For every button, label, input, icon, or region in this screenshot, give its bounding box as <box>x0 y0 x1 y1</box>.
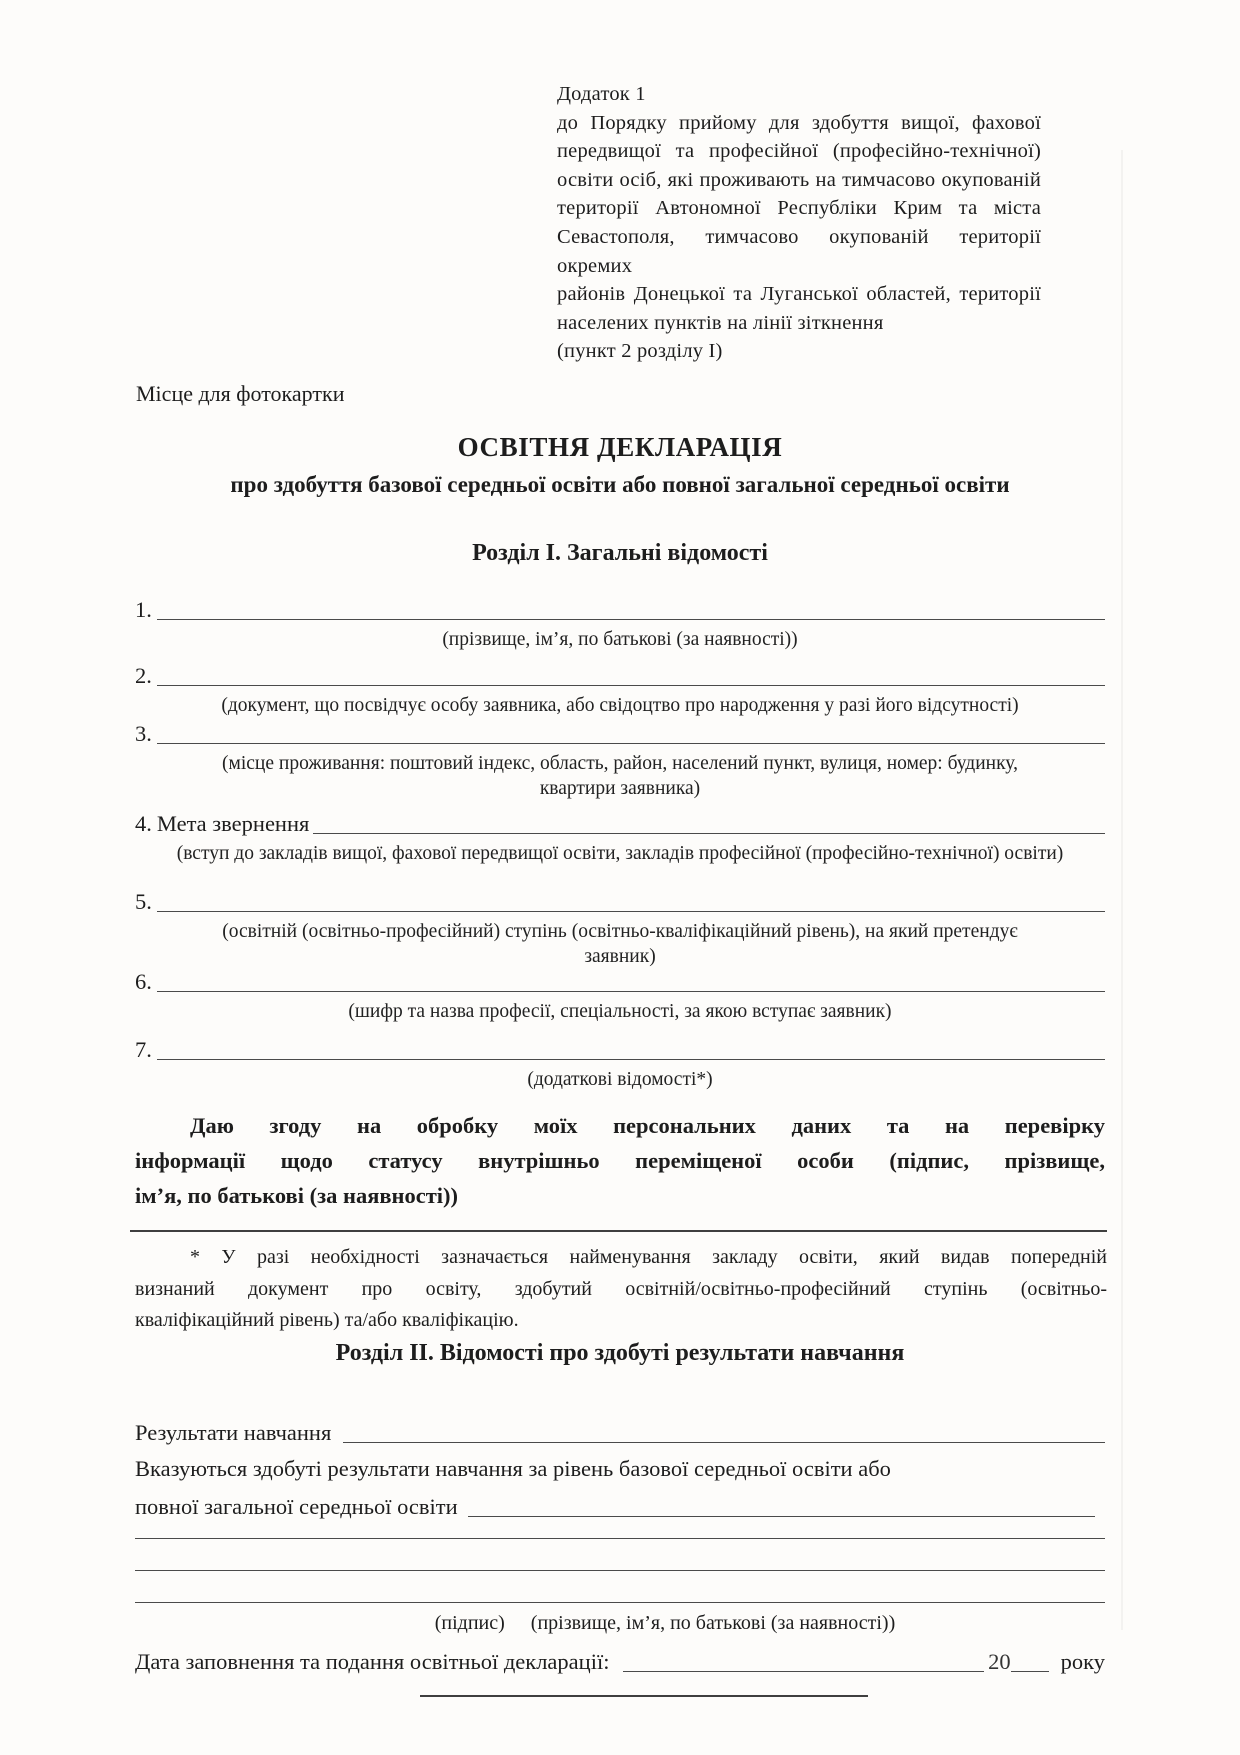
field-row <box>135 1036 1105 1063</box>
blank-underline <box>157 685 1105 686</box>
appendix-line: освіти осіб, які проживають на тимчасово окупованій <box>557 168 1041 191</box>
document-title: ОСВІТНЯ ДЕКЛАРАЦІЯ <box>457 432 783 462</box>
field-row <box>135 662 1105 689</box>
signature-caption: (підпис) <box>434 1612 505 1634</box>
appendix-line: території Автономної Республіки Крим та міста <box>557 197 1041 220</box>
section2-heading: Розділ II. Відомості про здобуті результати навчання <box>335 1340 905 1366</box>
appendix-line: районів Донецької та Луганської областей, території <box>557 283 1041 306</box>
appendix-line: населених пунктів на лінії зіткнення <box>557 311 884 334</box>
results-note-line2-text: повної загальної середньої освіти <box>135 1494 458 1519</box>
document-subtitle: про здобуття базової середньої освіти або повної загальної середньої освіти <box>230 472 1010 497</box>
blank-underline <box>623 1671 984 1672</box>
blank-underline <box>157 911 1105 912</box>
field-caption: (вступ до закладів вищої, фахової передвищої освіти, закладів професійної (професійно-технічної) освіти) <box>176 843 1064 864</box>
field-number: 2. <box>135 663 152 688</box>
field-number: 3. <box>135 721 152 746</box>
appendix-line: Додаток 1 <box>557 83 646 105</box>
appendix-line: Севастополя, тимчасово окупованій території окремих <box>557 225 1041 277</box>
field-caption: (додаткові відомості*) <box>527 1069 713 1090</box>
learning-results-label: Результати навчання <box>135 1420 332 1445</box>
field-4-purpose <box>135 810 1105 866</box>
field-row <box>135 810 1105 837</box>
results-note-line1: Вказуються здобуті результати навчання за рівень базової середньої освіти або <box>135 1456 891 1481</box>
photo-placeholder-note: Місце для фотокартки <box>136 381 345 406</box>
footnote-separator <box>130 1230 1107 1232</box>
appendix-line: до Порядку прийому для здобуття вищої, фахової <box>557 111 1041 134</box>
blank-underline <box>157 991 1105 992</box>
footnote-line: визнаний документ про освіту, здобутий освітній/освітньо-професійний ступінь (освітньо- <box>135 1277 1107 1300</box>
field-row <box>135 968 1105 995</box>
field-5-degree <box>135 888 1105 969</box>
blank-underline <box>135 1570 1105 1571</box>
footnote <box>135 1242 1107 1337</box>
consent-line: ім’я, по батькові (за наявності)) <box>135 1183 459 1208</box>
footnote-line: * У разі необхідності зазначається найменування закладу освіти, який видав попередній <box>190 1246 1107 1268</box>
section1-heading: Розділ I. Загальні відомості <box>472 540 768 566</box>
footnote-line: кваліфікаційний рівень) та/або кваліфікацію. <box>135 1309 519 1331</box>
consent-line: Даю згоду на обробку моїх персональних даних та на перевірку <box>190 1113 1105 1138</box>
field-6-specialty <box>135 968 1105 1024</box>
appendix-reference-block <box>557 80 1041 366</box>
field-caption-line2: квартири заявника) <box>539 778 701 799</box>
field-number: 4. <box>135 811 152 836</box>
blank-underline <box>343 1442 1105 1443</box>
consent-paragraph <box>135 1108 1105 1213</box>
appendix-line: передвищої та професійної (професійно-технічної) <box>557 140 1041 163</box>
blank-underline <box>1011 1671 1049 1672</box>
blank-underline <box>157 1059 1105 1060</box>
field-row <box>135 888 1105 915</box>
field-number: 6. <box>135 969 152 994</box>
blank-underline <box>135 1538 1105 1539</box>
field-3-residence <box>135 720 1105 801</box>
signature-caption-row <box>135 1612 1105 1635</box>
date-label: Дата заповнення та подання освітньої декларації: <box>135 1649 610 1674</box>
field-caption: (прізвище, ім’я, по батькові (за наявності)) <box>442 629 798 650</box>
blank-underline <box>157 619 1105 620</box>
date-field-row <box>135 1645 1105 1675</box>
blank-underline <box>157 743 1105 744</box>
field-number: 1. <box>135 597 152 622</box>
field-caption: (документ, що посвідчує особу заявника, або свідоцтво про народження у разі його відсутності) <box>221 695 1019 716</box>
year-suffix: року <box>1060 1649 1105 1674</box>
blank-underline <box>135 1602 1105 1603</box>
field-row <box>135 596 1105 623</box>
learning-results-field <box>135 1418 1105 1446</box>
consent-line: інформації щодо статусу внутрішньо переміщеної особи (підпис, прізвище, <box>135 1148 1105 1173</box>
year-prefix: 20 <box>988 1649 1011 1674</box>
blank-underline <box>313 833 1105 834</box>
fullname-caption: (прізвище, ім’я, по батькові (за наявності)) <box>530 1612 896 1634</box>
field-1-name <box>135 596 1105 652</box>
bottom-signature-line <box>420 1695 868 1697</box>
scan-edge-shadow <box>1121 150 1123 1630</box>
field-7-additional-info <box>135 1036 1105 1092</box>
field-number: 5. <box>135 889 152 914</box>
field-label: Мета звернення <box>156 811 310 836</box>
results-note-line2-with-blank <box>135 1492 1105 1520</box>
field-2-identity-document <box>135 662 1105 718</box>
field-caption-line2: заявник) <box>584 946 656 967</box>
blank-underline <box>468 1516 1095 1517</box>
field-number: 7. <box>135 1037 152 1062</box>
field-row <box>135 720 1105 747</box>
appendix-clause-reference: (пункт 2 розділу I) <box>557 340 723 363</box>
field-caption: (шифр та назва професії, спеціальності, за якою вступає заявник) <box>348 1001 892 1022</box>
field-caption: (місце проживання: поштовий індекс, область, район, населений пункт, вулиця, номер: будинку, <box>222 753 1018 774</box>
field-caption: (освітній (освітньо-професійний) ступінь (освітньо-кваліфікаційний рівень), на який претендує <box>222 921 1018 942</box>
